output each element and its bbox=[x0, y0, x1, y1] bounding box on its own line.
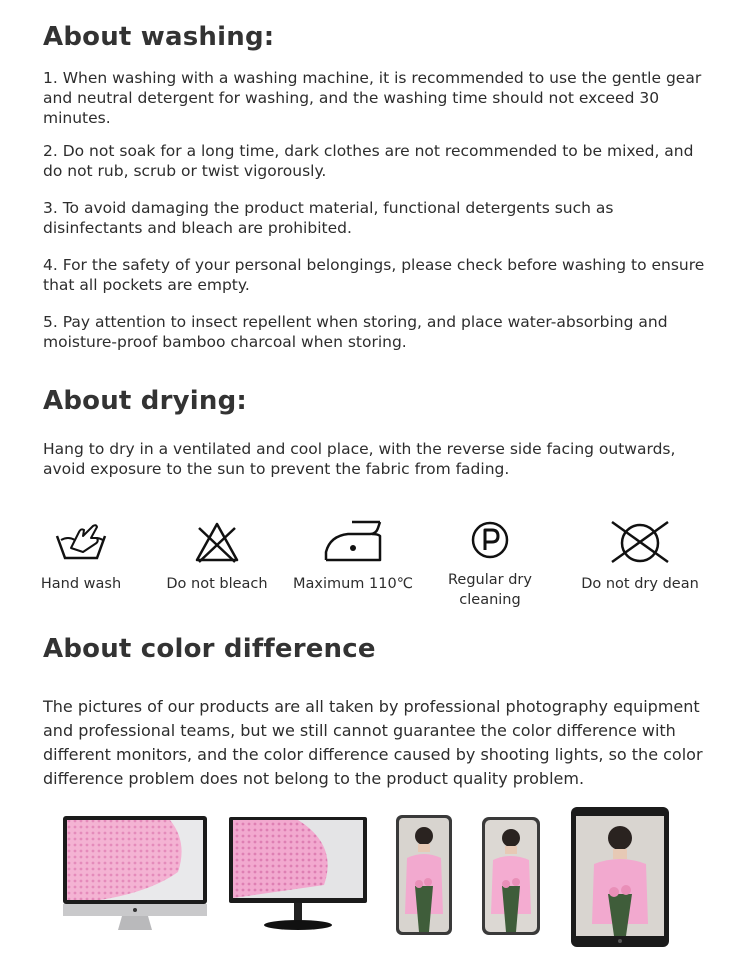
washing-item-3: 3. To avoid damaging the product material, functional detergents such as disinfectants and bleach are prohibited. bbox=[43, 199, 614, 237]
care-hand-wash bbox=[33, 518, 129, 594]
dry-clean-p-icon bbox=[470, 518, 510, 562]
tablet-illustration bbox=[570, 806, 670, 948]
drying-text: Hang to dry in a ventilated and cool place, with the reverse side facing outwards, avoid exposure to the sun to prevent the fabric from fading. bbox=[43, 440, 676, 478]
do-not-bleach-icon bbox=[193, 518, 241, 566]
washing-item-5: 5. Pay attention to insect repellent when storing, and place water-absorbing and moisture-proof bamboo charcoal when storing. bbox=[43, 313, 668, 351]
phone-illustration-1 bbox=[395, 814, 453, 936]
care-label-do-not-bleach: Do not bleach bbox=[166, 576, 268, 592]
color-title: About color difference bbox=[43, 634, 376, 664]
washing-item-4: 4. For the safety of your personal belongings, please check before washing to ensure that all pockets are empty. bbox=[43, 256, 705, 294]
care-dry-clean bbox=[440, 518, 540, 610]
care-label-do-not-dry-clean: Do not dry dean bbox=[581, 576, 699, 592]
care-do-not-bleach bbox=[160, 518, 274, 594]
drying-title: About drying: bbox=[43, 386, 247, 416]
hand-wash-icon bbox=[53, 518, 109, 566]
iron-icon bbox=[322, 518, 384, 566]
care-do-not-dry-clean bbox=[578, 518, 702, 594]
care-label-hand-wash: Hand wash bbox=[40, 576, 122, 592]
care-label-dry-clean: Regular dry cleaning bbox=[448, 572, 532, 608]
care-iron bbox=[290, 518, 416, 594]
do-not-dry-clean-icon bbox=[609, 518, 671, 566]
color-text: The pictures of our products are all taken by professional photography equipment and professional teams, but we still cannot guarantee the color difference with different monitors, and the color difference caused by shooting lights, so the color difference problem does not belong to the product quality problem. bbox=[43, 697, 703, 788]
monitor-illustration bbox=[228, 815, 368, 933]
washing-item-1: 1. When washing with a washing machine, it is recommended to use the gentle gear and neutral detergent for washing, and the washing time should not exceed 30 minutes. bbox=[43, 69, 702, 127]
washing-title: About washing: bbox=[43, 22, 275, 52]
washing-item-2: 2. Do not soak for a long time, dark clothes are not recommended to be mixed, and do not rub, scrub or twist vigorously. bbox=[43, 142, 694, 180]
imac-illustration bbox=[60, 812, 210, 934]
phone-illustration-2 bbox=[481, 816, 541, 936]
care-label-iron: Maximum 110℃ bbox=[292, 576, 413, 592]
